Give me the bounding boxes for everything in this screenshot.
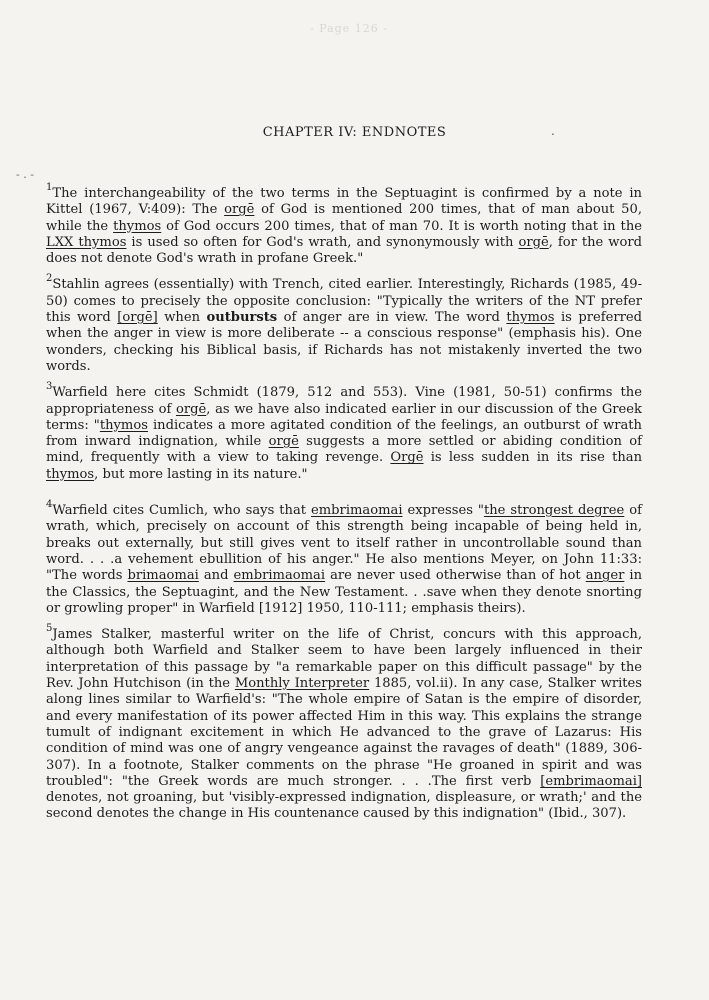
underlined-term: thymos xyxy=(506,310,555,326)
endnote-text: in the Classics, the Septuagint, and the New Testament. . .save when they denote snorting or growling proper" in Warfield [1912] 1950, 110-111; emphasis theirs). xyxy=(46,568,642,616)
endnote-text: of wrath, which, precisely on account of this strength being incapable of being held in, breaks out externally, but still gives vent to itself rather in uncontrollable sound than word. . . .a vehement ebullition of his anger." He also mentions Meyer, on John 11:33: "The words xyxy=(46,503,642,584)
endnote-text: when xyxy=(157,310,207,326)
endnote xyxy=(46,182,643,267)
endnote-text: , but more lasting in its nature." xyxy=(94,466,308,482)
endnotes-list xyxy=(46,182,643,833)
endnote-text: is used so often for God's wrath, and synonymously with xyxy=(126,234,519,250)
endnote-number: 5 xyxy=(46,623,53,635)
endnote-text: expresses " xyxy=(402,503,484,519)
underlined-term: orgē xyxy=(268,434,299,450)
endnote-text: of God occurs 200 times, that of man 70. It is worth noting that in the xyxy=(161,218,642,234)
endnote-text: is less sudden in its rise than xyxy=(423,450,642,466)
bleed-through-page-number: - Page 126 - xyxy=(310,22,388,35)
endnote-number: 1 xyxy=(46,182,53,193)
endnote-text: is preferred when the anger in view is more deliberate -- a conscious response" (emphasis his). One wonders, checking his Biblical basis, if Richards has not mistakenly inverted the two words. xyxy=(46,310,642,374)
endnote xyxy=(46,623,642,823)
endnote-number: 4 xyxy=(46,499,53,511)
endnote xyxy=(46,499,642,617)
endnote-text: Stahlin agrees (essentially) with Trench, cited earlier. Interestingly, Richards (1985, 49-50) comes to precisely the opposite conclusion: "Typically the writers of the NT prefer this word xyxy=(46,277,642,326)
underlined-term: LXX thymos xyxy=(46,234,127,250)
endnote-number: 3 xyxy=(46,381,53,393)
endnote-text: James Stalker, masterful writer on the life of Christ, concurs with this approach, although both Warfield and Stalker seem to have been largely influenced in their interpretation of this passage by "a remarkable paper on this difficult passage" by the Rev. John Hutchison (in the xyxy=(46,627,642,692)
underlined-term: orgē xyxy=(224,202,255,218)
endnote-text: 1885, vol.ii). In any case, Stalker writes along lines similar to Warfield's: "The whole empire of Satan is the empire of disorder, and every manifestation of its power affected Him in this way. This explains the strange tumult of indignant excitement in which He advanced to the grave of Lazarus: His condition of mind was one of angry vengeance against the ravages of death" (1889, 306-307). In a footnote, Stalker comments on the phrase "He groaned in spirit and was troubled": "the Greek words are much stronger. . . .The first verb xyxy=(46,676,642,789)
endnote-text: and xyxy=(198,568,234,584)
endnote-text: Warfield here cites Schmidt (1879, 512 and 553). Vine (1981, 50-51) confirms the appropriateness of xyxy=(46,385,642,417)
underlined-term: brimaomai xyxy=(127,568,199,584)
underlined-term: embrimaomai xyxy=(233,568,326,584)
endnote-text: suggests a more settled or abiding condition of mind, frequently with a view to taking revenge. xyxy=(46,434,642,466)
underlined-term: the strongest degree xyxy=(483,503,625,519)
endnote-text: denotes, not groaning, but 'visibly-expressed indignation, displeasure, or wrath;' and the second denotes the change in His countenance caused by this indignation" (Ibid., 307). xyxy=(46,790,642,822)
underlined-term: embrimaomai xyxy=(311,503,403,519)
underlined-term: anger xyxy=(585,568,625,584)
endnote-text: , for the word does not denote God's wrath in profane Greek." xyxy=(46,234,643,267)
underlined-term: orgē xyxy=(518,234,549,250)
endnote xyxy=(46,381,642,483)
underlined-term: thymos xyxy=(46,466,95,482)
underlined-term: thymos xyxy=(99,417,148,433)
endnote-text: Warfield cites Cumlich, who says that xyxy=(52,503,312,519)
margin-mark: - . - xyxy=(16,168,34,181)
endnote-text: , as we have also indicated earlier in our discussion of the Greek terms: " xyxy=(46,401,642,433)
underlined-term: thymos xyxy=(113,218,162,234)
endnote-number: 2 xyxy=(46,273,53,285)
chapter-title: CHAPTER IV: ENDNOTES xyxy=(262,125,447,140)
endnote-text: The interchangeability of the two terms in the Septuagint is confirmed by a note in Kittel (1967, V:409): The xyxy=(46,186,642,218)
bold-term: outbursts xyxy=(206,310,278,326)
underlined-term: Monthly Interpreter xyxy=(234,676,370,692)
endnote-text: of anger are in view. The word xyxy=(277,310,507,326)
endnote xyxy=(46,273,642,375)
ink-dot: . xyxy=(551,124,555,138)
endnote-text: are never used otherwise than of hot xyxy=(325,568,586,584)
endnote-text: indicates a more agitated condition of the feelings, an outburst of wrath from inward indignation, while xyxy=(46,417,642,450)
endnote-text: of God is mentioned 200 times, that of man about 50, while the xyxy=(46,202,642,234)
underlined-term: orgē xyxy=(175,401,207,417)
underlined-term: [orgē] xyxy=(117,310,158,326)
underlined-term: Orgē xyxy=(390,450,424,466)
underlined-term: [embrimaomai] xyxy=(540,773,642,789)
